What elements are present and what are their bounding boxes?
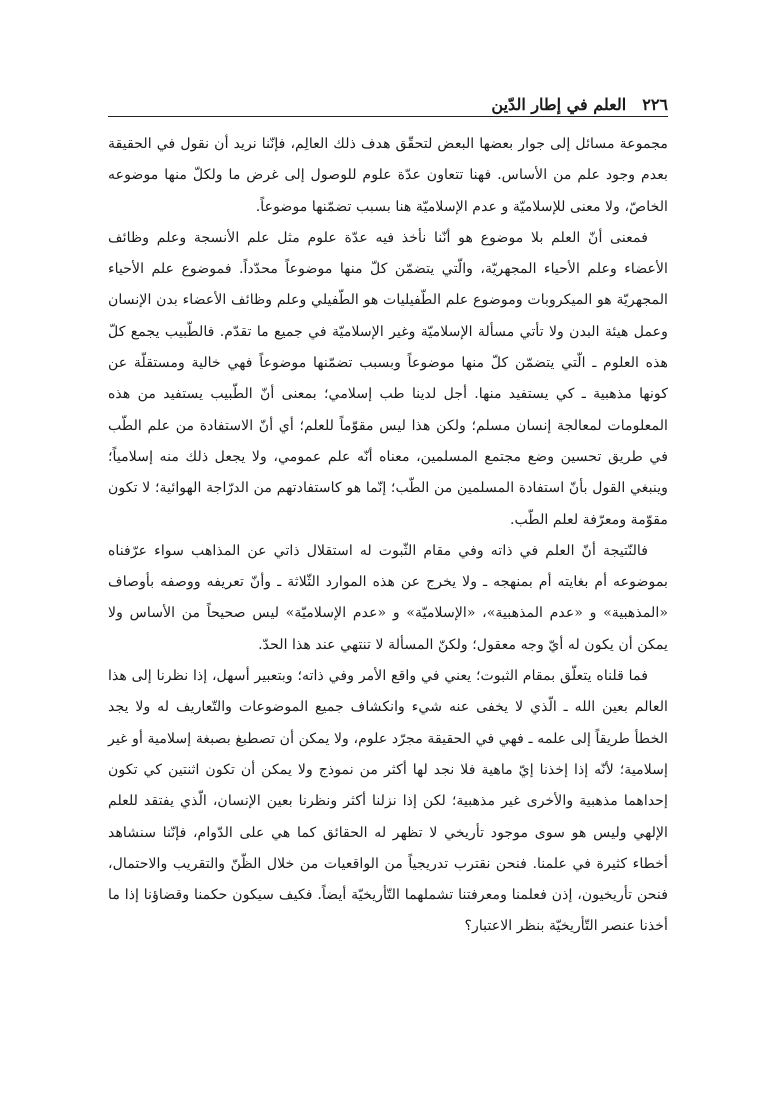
paragraph-2: فمعنى أنّ العلم بلا موضوع هو أنّنا نأخذ فيه عدّة علوم مثل علم الأنسجة وعلم وظائف الأعضاء وعلم الأحياء المجهريّة، والّتي يتضمّن كلّ منها موضوعاً محدّداً. فموضوع علم الأحياء المجهريّة هو الميكروبات وموضوع علم الطّفيليات هو الطّفيلي وعلم وظائف الأعضاء بدن الإنسان وعمل هيئة البدن ولا تأتي مسألة الإسلاميّة وغير الإسلاميّة في جميع ما تقدّم. فالطّبيب يجمع كلّ هذه العلوم ـ الّتي يتضمّن كلّ منها موضوعاً وبسبب تضمّنها موضوعاً فهي خالية ومستقلّة عن كونها مذهبية ـ كي يستفيد منها. أجل لدينا طب إسلامي؛ بمعنى أنّ الطّبيب يستفيد من هذه المعلومات لمعالجة إنسان مسلم؛ ولكن هذا ليس مقوّماً للعلم؛ أي أنّ الاستفادة من علم الطّب في طريق تحسين وضع مجتمع المسلمين، معناه أنّه علم عمومي، ولا يجعل ذلك منه إسلامياً؛ وينبغي القول بأنّ استفادة المسلمين من الطّب؛ إنّما هو كاستفادتهم من الدرّاجة الهوائية؛ لا تكون مقوّمة ومعرّفة لعلم الطّب. <box>108 229 668 528</box>
page-number: ٢٢٦ <box>642 95 668 114</box>
body-text <box>108 129 668 943</box>
running-title: العلم في إطار الدّين <box>491 95 627 114</box>
page-header <box>108 86 668 114</box>
paragraph-4: فما قلناه يتعلّق بمقام الثبوت؛ يعني في واقع الأمر وفي ذاته؛ وبتعبير أسهل، إذا نظرنا إلى هذا العالم بعين الله ـ الّذي لا يخفى عنه شيء وانكشاف جميع الموضوعات والتّعاريف له ولا يجد الخطأ طريقاً إلى علمه ـ فهي في الحقيقة مجرّد علوم، ولا يمكن أن تصطبغ بصبغة إسلامية أو غير إسلامية؛ لأنّه إذا إخذنا إيّ ماهية فلا نجد لها أكثر من نموذج ولا يمكن أن تكون اثنتين كي تكون إحداهما مذهبية والأخرى غير مذهبية؛ لكن إذا نزلنا أكثر ونظرنا بعين الإنسان، الّذي يفتقد للعلم الإلهي وليس هو سوى موجود تأريخي لا تظهر له الحقائق كما هي على الدّوام، فإنّنا سنشاهد أخطاء كثيرة في علمنا. فنحن نقترب تدريجياً من الواقعيات من خلال الظّنّ والتقريب والاحتمال، فنحن تأريخيون، إذن فعلمنا ومعرفتنا تشملهما التّأريخيّة أيضاً. فكيف سيكون حكمنا وقضاؤنا إذا ما أخذنا عنصر التّأريخيّة بنظر الاعتبار؟ <box>108 668 668 935</box>
paragraph-3: فالنّتيجة أنّ العلم في ذاته وفي مقام الثّبوت له استقلال ذاتي عن المذاهب سواء عرّفناه بموضوعه أم بغايته أم بمنهجه ـ ولا يخرج عن هذه الموارد الثّلاثة ـ وأنّ تعريفه ووصفه بأوصاف «المذهبية» و «عدم المذهبية»، «الإسلاميّة» و «عدم الإسلاميّة» ليس صحيحاً من الأساس ولا يمكن أن يكون له أيّ وجه معقول؛ ولكنّ المسألة لا تنتهي عند هذا الحدّ. <box>108 542 668 653</box>
paragraph-1: مجموعة مسائل إلى جوار بعضها البعض لتحقّق هدف ذلك العالِم، فإنّنا نريد أن نقول في الحقيقة بعدم وجود علم من الأساس. فهنا تتعاون عدّة علوم للوصول إلى غرض ما ولكلّ منها موضوعه الخاصّ، ولا معنى للإسلاميّة و عدم الإسلاميّة هنا بسبب تضمّنها موضوعاً. <box>108 136 668 215</box>
header-rule <box>108 116 668 117</box>
